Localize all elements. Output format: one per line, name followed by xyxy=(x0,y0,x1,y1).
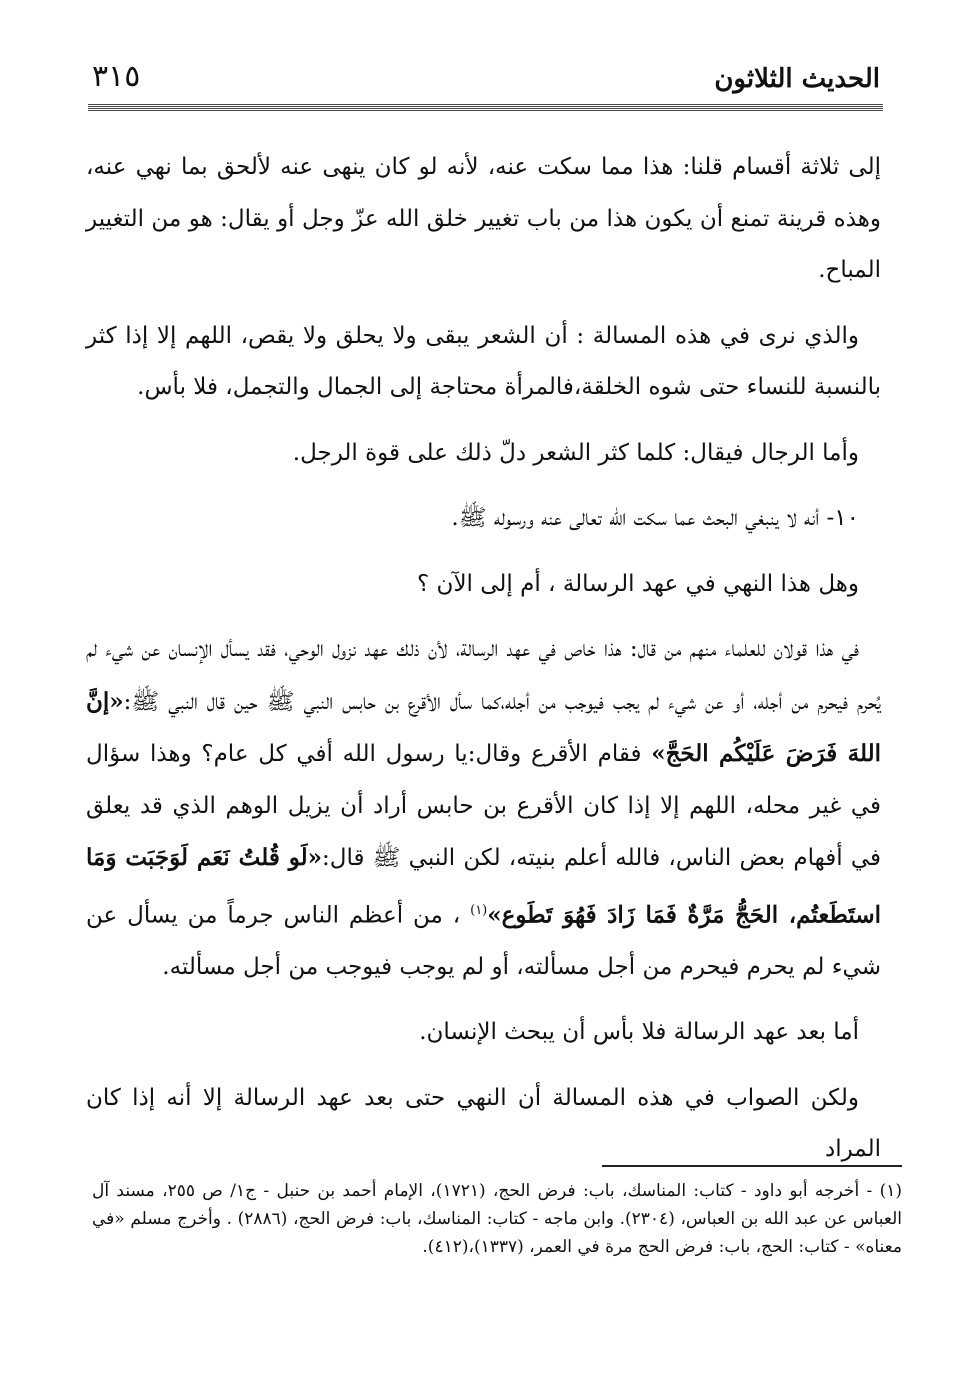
paragraph-6: في هذا قولان للعلماء منهم من قال: هذا خاص في عهد الرسالة، لأن ذلك عهد نزول الوحي، فقد يسأل الإنسان عن شيء لم يُحرم فيحرم من أجله، أو عن شيء لم يجب فيوجب من أجله،كما سأل الأقرع بن حابس النبي ﷺ حين قال النبي ﷺ:«إنَّ اللهَ فَرَضَ عَلَيْكُم الحَجَّ» فقام الأقرع وقال:يا رسول الله أفي كل عام؟ وهذا سؤال في غير محله، اللهم إلا إذا كان الأقرع بن حابس أراد أن يزيل الوهم الذي قد يعلق في أفهام بعض الناس، فالله أعلم بنيته، لكن النبي ﷺ قال:«لَو قُلتُ نَعَم لَوَجَبَت وَمَا استَطَعتُم، الحَجُّ مَرَّةٌ فَمَا زَادَ فَهُوَ تَطَوع»$^{(١)}$ ، من أعظم الناس جرماً من يسأل عن شيء لم يحرم فيحرم من أجل مسألته، أو لم يوجب فيوجب من أجل مسألته. xyxy=(86,636,881,980)
page-header xyxy=(92,52,880,102)
header-rule xyxy=(88,103,883,111)
page-number: ٣١٥ xyxy=(92,59,141,94)
footnote-rule xyxy=(602,1165,902,1167)
paragraph-3: وأما الرجال فيقال: كلما كثر الشعر دلّ ذلك على قوة الرجل. xyxy=(292,439,859,466)
hadith-quote-2: «لَو قُلتُ نَعَم لَوَجَبَت وَمَا استَطَعتُم، الحَجُّ مَرَّةٌ فَمَا زَادَ فَهُوَ تَطَوع» xyxy=(86,844,881,929)
paragraph-5: وهل هذا النهي في عهد الرسالة ، أم إلى الآن ؟ xyxy=(417,570,859,597)
hadith-quote-1: «إنَّ اللهَ فَرَضَ عَلَيْكُم الحَجَّ» xyxy=(86,687,881,767)
paragraph-7: أما بعد عهد الرسالة فلا بأس أن يبحث الإنسان. xyxy=(419,1019,859,1046)
paragraph-8: ولكن الصواب في هذه المسالة أن النهي حتى بعد عهد الرسالة إلا أنه إذا كان المراد xyxy=(86,1084,881,1163)
footnote: (١) - أخرجه أبو داود - كتاب: المناسك، باب: فرض الحج، (١٧٢١)، الإمام أحمد بن حنبل - ج١/ ص ٢٥٥، مسند آل العباس عن عبد الله بن العباس، (٢٣٠٤). وابن ماجه - كتاب: المناسك، باب: فرض الحج، (٢٨٨٦) . وأخرج مسلم «في معناه» - كتاب: الحج، باب: فرض الحج مرة في العمر، (١٣٣٧)،(٤١٢). xyxy=(92,1181,903,1257)
paragraph-4: ١٠- أنه لا ينبغي البحث عما سكت الله تعالى عنه ورسوله ﷺ. xyxy=(451,505,859,531)
paragraph-1: إلى ثلاثة أقسام قلنا: هذا مما سكت عنه، لأنه لو كان ينهى عنه لألحق بما نهي عنه، وهذه قرينة تمنع أن يكون هذا من باب تغيير خلق الله عزّ وجل أو يقال: هو من التغيير المباح. xyxy=(86,154,881,283)
paragraph-2: والذي نرى في هذه المسالة : أن الشعر يبقى ولا يحلق ولا يقص، اللهم إلا إذا كثر بالنسبة للنساء حتى شوه الخلقة،فالمرأة محتاجة إلى الجمال والتجمل، فلا بأس. xyxy=(86,322,881,400)
footnote-marker: (١) xyxy=(470,902,488,918)
running-title: الحديث الثلاثون xyxy=(714,64,880,94)
body-text xyxy=(86,142,881,1190)
